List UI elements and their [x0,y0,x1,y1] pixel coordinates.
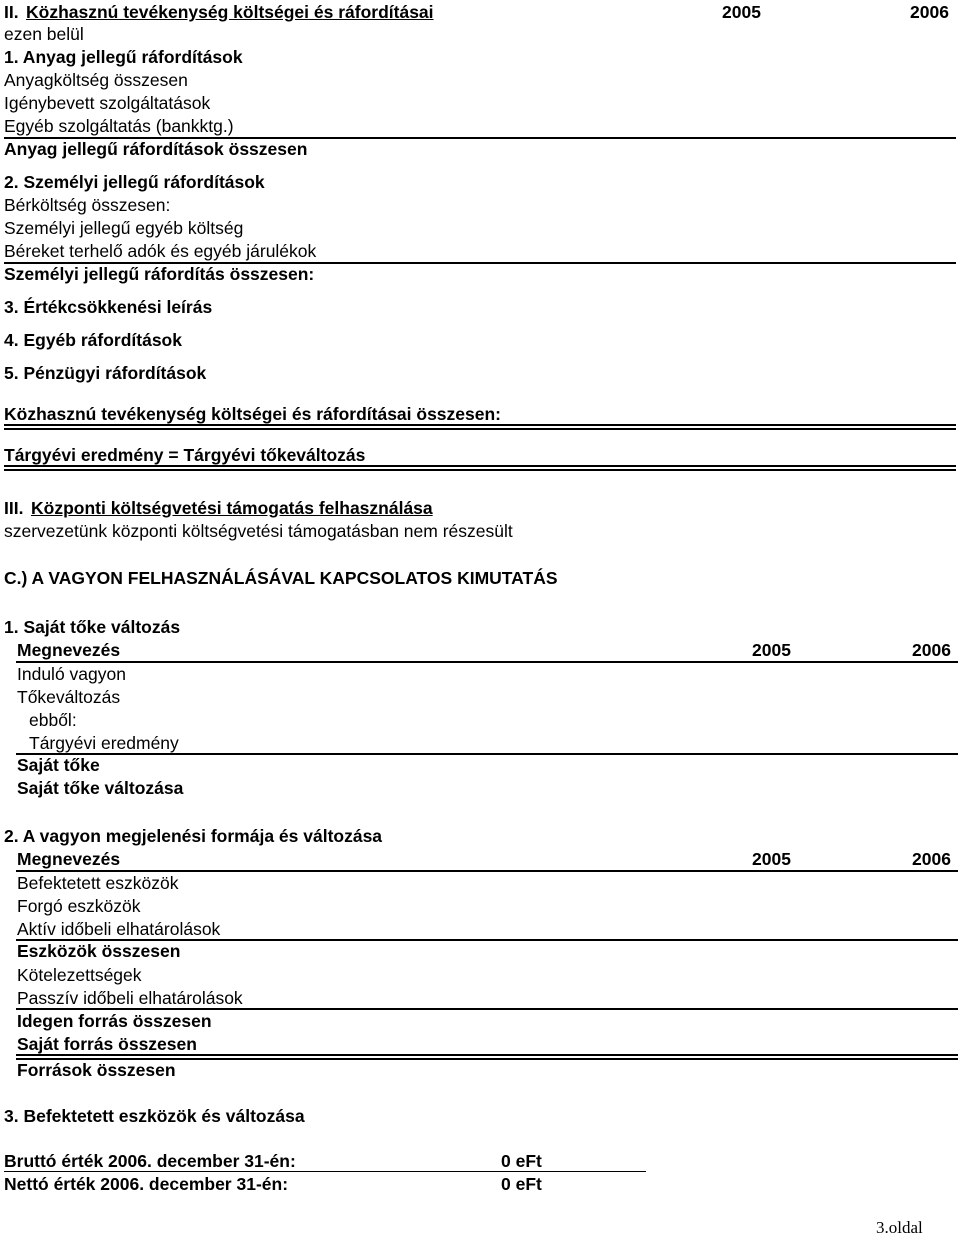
table2-col-2006: 2006 [912,849,951,869]
section2-subheading: ezen belül [4,24,84,44]
group3-title: 3. Értékcsökkenési leírás [4,297,213,317]
table1-row: Tőkeváltozás [17,687,121,707]
group1-item: Anyagköltség összesen [4,70,188,90]
table1-row: Tárgyévi eredmény [29,733,179,753]
rule [16,661,958,663]
rule [4,1171,646,1172]
table2-row: Eszközök összesen [17,941,181,961]
sectionC-heading: C.) A VAGYON FELHASZNÁLÁSÁVAL KAPCSOLATOS KIMUTATÁS [4,568,558,588]
group1-title: 1. Anyag jellegű ráfordítások [4,47,243,67]
gross-value: 0 eFt [501,1151,542,1171]
rule [16,870,958,872]
section3-heading-prefix: III. [4,498,24,518]
table2-row: Saját forrás összesen [17,1034,197,1054]
group2-item: Személyi jellegű egyéb költség [4,218,244,238]
table1-col-2005: 2005 [752,640,791,660]
table1-title: 1. Saját tőke változás [4,617,181,637]
table2-row: Aktív időbeli elhatárolások [17,919,221,939]
group1-item: Igénybevett szolgáltatások [4,93,211,113]
net-value: 0 eFt [501,1174,542,1194]
table2-row: Befektetett eszközök [17,873,179,893]
table2-row: Kötelezettségek [17,965,142,985]
group2-item: Bérköltség összesen: [4,195,171,215]
net-value-label: Nettó érték 2006. december 31-én: [4,1174,289,1194]
rule [16,753,958,755]
table1-col-2006: 2006 [912,640,951,660]
page-number: 3.oldal [876,1218,923,1237]
double-rule [4,424,956,430]
table2-row: Passzív időbeli elhatárolások [17,988,243,1008]
table1-bold-row: Saját tőke [17,755,100,775]
group1-item: Egyéb szolgáltatás (bankktg.) [4,116,234,136]
table2-col-name: Megnevezés [17,849,121,869]
table1-bold-row: Saját tőke változása [17,778,184,798]
table2-title: 2. A vagyon megjelenési formája és változása [4,826,383,846]
table2-col-2005: 2005 [752,849,791,869]
table1-row: ebből: [29,710,77,730]
group5-title: 5. Pénzügyi ráfordítások [4,363,207,383]
section3-note: szervezetünk központi költségvetési támogatásban nem részesült [4,521,513,541]
group2-item: Béreket terhelő adók és egyéb járulékok [4,241,317,261]
section3-heading: Központi költségvetési támogatás felhasználása [31,498,433,518]
rule [16,1008,958,1010]
table3-title: 3. Befektetett eszközök és változása [4,1106,305,1126]
section2-heading: Közhasznú tevékenység költségei és ráfordításai [26,2,434,22]
group2-total: Személyi jellegű ráfordítás összesen: [4,264,315,284]
table2-row: Idegen forrás összesen [17,1011,212,1031]
section2-heading-prefix: II. [4,2,19,22]
table1-row: Induló vagyon [17,664,126,684]
table2-row: Forgó eszközök [17,896,141,916]
gross-value-label: Bruttó érték 2006. december 31-én: [4,1151,296,1171]
group4-title: 4. Egyéb ráfordítások [4,330,182,350]
grand-total-label: Közhasznú tevékenység költségei és ráfordításai összesen: [4,404,501,424]
group2-title: 2. Személyi jellegű ráfordítások [4,172,265,192]
table1-col-name: Megnevezés [17,640,121,660]
result-label: Tárgyévi eredmény = Tárgyévi tőkeváltozás [4,445,366,465]
section2-year-2006: 2006 [910,2,949,22]
group1-total: Anyag jellegű ráfordítások összesen [4,139,308,159]
table2-row: Források összesen [17,1060,176,1080]
section2-year-2005: 2005 [722,2,761,22]
double-rule [4,465,956,471]
